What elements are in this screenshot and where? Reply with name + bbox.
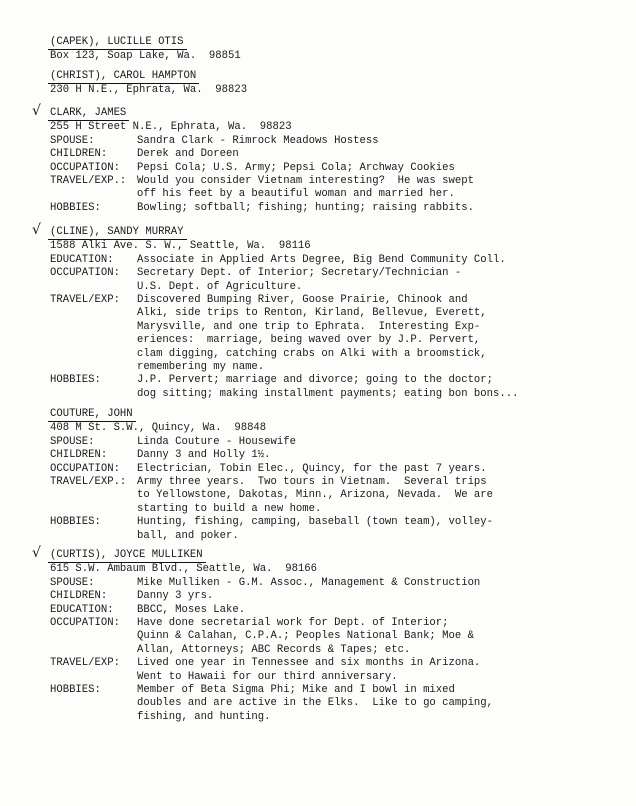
field-value-line: Secretary Dept. of Interior; Secretary/Technician - <box>137 267 462 280</box>
field-value <box>137 604 630 617</box>
field-value-line: doubles and are active in the Elks. Like to go camping, <box>137 697 494 710</box>
field-label: CHILDREN: <box>50 148 108 161</box>
field-value <box>137 684 630 724</box>
check-mark-icon: √ <box>32 545 41 561</box>
entry-field <box>50 476 630 516</box>
field-value <box>137 657 630 684</box>
field-value <box>137 516 630 543</box>
field-value-line: off his feet by a beautiful woman and married her. <box>137 188 455 201</box>
entry-field <box>50 657 630 684</box>
entry-field <box>50 202 630 215</box>
entry-name: (CAPEK), LUCILLE OTIS <box>50 36 184 48</box>
field-value-line: remembering my name. <box>137 361 265 374</box>
entry-address: 408 M St. S.W., Quincy, Wa. 98848 <box>50 422 267 435</box>
field-value-line: to Yellowstone, Dakotas, Minn., Arizona, Nevada. We are <box>137 489 494 502</box>
entry-field <box>50 267 630 294</box>
entry-field <box>50 148 630 161</box>
field-label: SPOUSE: <box>50 435 95 448</box>
field-label: OCCUPATION: <box>50 161 120 174</box>
field-value-line: clam digging, catching crabs on Alki with a broomstick, <box>137 347 487 360</box>
field-value-line: U.S. Dept. of Agriculture. <box>137 280 303 293</box>
field-label: OCCUPATION: <box>50 267 120 280</box>
field-value-line: starting to build a new home. <box>137 502 322 515</box>
entry-name: CLARK, JAMES <box>50 107 127 119</box>
field-value-line: Marysville, and one trip to Ephrata. Interesting Exp- <box>137 320 481 333</box>
field-value-line: J.P. Pervert; marriage and divorce; going to the doctor; <box>137 374 494 387</box>
field-label: HOBBIES: <box>50 684 101 697</box>
field-value-line: Associate in Applied Arts Degree, Big Bend Community Coll. <box>137 253 506 266</box>
field-value-line: Linda Couture - Housewife <box>137 435 296 448</box>
field-value <box>137 175 630 202</box>
entry-field <box>50 254 630 267</box>
field-label: SPOUSE: <box>50 576 95 589</box>
entry-field <box>50 590 630 603</box>
field-value-line: ball, and poker. <box>137 529 239 542</box>
entry-field <box>50 294 630 374</box>
entry-cline <box>32 222 630 401</box>
field-value-line: eriences: marriage, being waved over by J.P. Pervert, <box>137 334 481 347</box>
field-label: OCCUPATION: <box>50 617 120 630</box>
field-label: OCCUPATION: <box>50 462 120 475</box>
field-label: TRAVEL/EXP.: <box>50 476 127 489</box>
field-value-line: Went to Hawaii for our third anniversary. <box>137 670 398 683</box>
entry-field <box>50 604 630 617</box>
entry-field <box>50 463 630 476</box>
field-value <box>137 476 630 516</box>
field-value-line: Member of Beta Sigma Phi; Mike and I bowl in mixed <box>137 684 455 697</box>
check-mark-icon: √ <box>32 103 41 119</box>
field-value <box>137 135 630 148</box>
entry-name: (CLINE), SANDY MURRAY <box>50 226 184 238</box>
field-label: HOBBIES: <box>50 516 101 529</box>
field-value-line: fishing, and hunting. <box>137 710 271 723</box>
field-value <box>137 202 630 215</box>
field-value-line: Lived one year in Tennessee and six months in Arizona. <box>137 657 481 670</box>
field-value <box>137 590 630 603</box>
field-value-line: Have done secretarial work for Dept. of Interior; <box>137 617 449 630</box>
field-value-line: Bowling; softball; fishing; hunting; raising rabbits. <box>137 201 474 214</box>
entry-address: Box 123, Soap Lake, Wa. 98851 <box>50 50 241 63</box>
entry-address: 230 H N.E., Ephrata, Wa. 98823 <box>50 84 248 97</box>
entry-name: (CURTIS), JOYCE MULLIKEN <box>50 549 203 561</box>
entry-address: 255 H Street N.E., Ephrata, Wa. 98823 <box>50 121 292 134</box>
entry-field <box>50 449 630 462</box>
field-value-line: Discovered Bumping River, Goose Prairie, Chinook and <box>137 294 468 307</box>
field-value-line: Allan, Attorneys; ABC Records & Tapes; etc. <box>137 643 411 656</box>
entry-name: COUTURE, JOHN <box>50 408 133 420</box>
entry-curtis <box>32 545 630 724</box>
entry-address: 1588 Alki Ave. S. W., Seattle, Wa. 98116 <box>50 240 311 253</box>
field-value <box>137 148 630 161</box>
entry-capek <box>50 36 630 64</box>
entry-name: (CHRIST), CAROL HAMPTON <box>50 70 197 82</box>
field-value <box>137 436 630 449</box>
entry-couture <box>50 408 630 543</box>
entry-field <box>50 162 630 175</box>
field-value-line: Pepsi Cola; U.S. Army; Pepsi Cola; Archway Cookies <box>137 161 455 174</box>
field-value-line: Hunting, fishing, camping, baseball (town team), volley- <box>137 516 494 529</box>
field-label: HOBBIES: <box>50 201 101 214</box>
field-value <box>137 577 630 590</box>
field-label: TRAVEL/EXP: <box>50 657 120 670</box>
field-value-line: Danny 3 and Holly 1½. <box>137 449 271 462</box>
field-value-line: Alki, side trips to Renton, Kirland, Bellevue, Everett, <box>137 307 487 320</box>
field-value <box>137 463 630 476</box>
field-label: TRAVEL/EXP.: <box>50 175 127 188</box>
entry-field <box>50 684 630 724</box>
field-label: SPOUSE: <box>50 134 95 147</box>
field-value <box>137 254 630 267</box>
field-value-line: Danny 3 yrs. <box>137 590 214 603</box>
field-value <box>137 267 630 294</box>
field-value <box>137 374 630 401</box>
field-value-line: Sandra Clark - Rimrock Meadows Hostess <box>137 134 379 147</box>
field-value-line: Quinn & Calahan, C.P.A.; Peoples National Bank; Moe & <box>137 630 474 643</box>
field-label: CHILDREN: <box>50 449 108 462</box>
entry-field <box>50 617 630 657</box>
field-value <box>137 449 630 462</box>
entry-field <box>50 135 630 148</box>
field-label: HOBBIES: <box>50 374 101 387</box>
field-value-line: BBCC, Moses Lake. <box>137 603 246 616</box>
field-value <box>137 294 630 374</box>
entry-field <box>50 577 630 590</box>
field-label: EDUCATION: <box>50 603 114 616</box>
entry-field <box>50 436 630 449</box>
field-value-line: Derek and Doreen <box>137 148 239 161</box>
field-value-line: Mike Mulliken - G.M. Assoc., Management & Construction <box>137 576 481 589</box>
entry-address: 615 S.W. Ambaum Blvd., Seattle, Wa. 98166 <box>50 563 318 576</box>
field-value-line: dog sitting; making installment payments; eating bon bons... <box>137 387 519 400</box>
field-label: EDUCATION: <box>50 253 114 266</box>
field-value-line: Electrician, Tobin Elec., Quincy, for the past 7 years. <box>137 462 487 475</box>
field-value <box>137 617 630 657</box>
entry-field <box>50 175 630 202</box>
field-value <box>137 162 630 175</box>
entry-clark <box>32 103 630 215</box>
field-label: TRAVEL/EXP: <box>50 294 120 307</box>
field-label: CHILDREN: <box>50 590 108 603</box>
entry-field <box>50 374 630 401</box>
field-value-line: Army three years. Two tours in Vietnam. Several trips <box>137 476 487 489</box>
entry-christ <box>50 70 630 98</box>
entry-field <box>50 516 630 543</box>
field-value-line: Would you consider Vietnam interesting? He was swept <box>137 175 474 188</box>
check-mark-icon: √ <box>32 222 41 238</box>
